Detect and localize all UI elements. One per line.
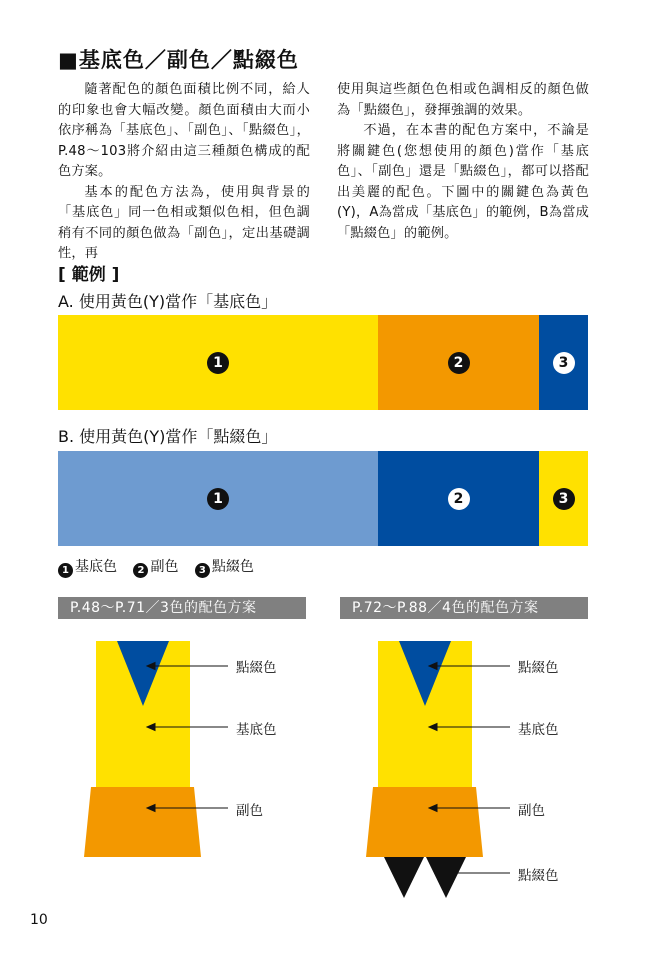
legend-text-sub: 副色 [150,559,179,575]
left-label-base: 基底色 [236,722,277,738]
paragraph: 使用與這些顏色色相或色調相反的顏色做為「點綴色」，發揮強調的效果。 [337,82,589,118]
paragraph: 基本的配色方法為，使用與背景的「基底色」同一色相或類似色相，但色調稍有不同的顏色做為「副色」，定出基礎調性，再 [58,184,310,261]
paragraph: 隨著配色的顏色面積比例不同，給人的印象也會大幅改變。顏色面積由大而小依序稱為「基底色」、「副色」、「點綴色」，P.48～103將介紹由這三種顏色構成的配色方案。 [58,82,310,179]
example-a-label: A. 使用黃色(Y)當作「基底色」 [58,292,278,311]
body-column-right [337,80,589,244]
example-b-base-segment [58,451,378,546]
number-badge: 2 [448,488,470,510]
body-column-left [58,80,310,265]
number-badge: 3 [553,352,575,374]
right-label-sub: 副色 [518,803,545,819]
example-a-accent-segment [539,315,588,410]
left-label-accent: 點綴色 [236,660,277,676]
example-b-label: B. 使用黃色(Y)當作「點綴色」 [58,427,278,446]
number-badge: 1 [207,352,229,374]
paragraph: 不過，在本書的配色方案中，不論是將關鍵色(您想使用的顏色)當作「基底色」、「副色」還是「點綴色」，都可以搭配出美麗的配色。下圖中的關鍵色為黃色(Y)，A為當成「基底色」的範例，B為當成「點綴色」的範例。 [337,123,589,241]
example-b-sub-segment [378,451,539,546]
legend-number-2: 2 [133,563,148,578]
right-label-accent: 點綴色 [518,660,559,676]
legend-text-base: 基底色 [75,559,117,575]
example-b-bar [58,451,588,546]
diagram-left-header: P.48～P.71／3色的配色方案 [58,597,306,619]
page-title: ■基底色／副色／點綴色 [58,48,299,72]
legend-number-1: 1 [58,563,73,578]
example-a-base-segment [58,315,378,410]
left-label-sub: 副色 [236,803,263,819]
right-label-base: 基底色 [518,722,559,738]
number-badge: 2 [448,352,470,374]
legend-text-accent: 點綴色 [211,559,254,575]
accent2-triangle-right [426,857,466,898]
section-heading: [ 範例 ] [58,265,120,285]
example-a-bar [58,315,588,410]
legend [58,556,254,578]
number-badge: 1 [207,488,229,510]
example-a-sub-segment [378,315,539,410]
right-label-accent2: 點綴色 [518,868,559,884]
diagram-right-header: P.72～P.88／4色的配色方案 [340,597,588,619]
sub-trapezoid [84,787,201,857]
page-number: 10 [30,912,48,928]
number-badge: 3 [553,488,575,510]
accent2-triangle-left [384,857,424,898]
legend-number-3: 3 [195,563,210,578]
example-b-accent-segment [539,451,588,546]
sub-trapezoid [366,787,483,857]
